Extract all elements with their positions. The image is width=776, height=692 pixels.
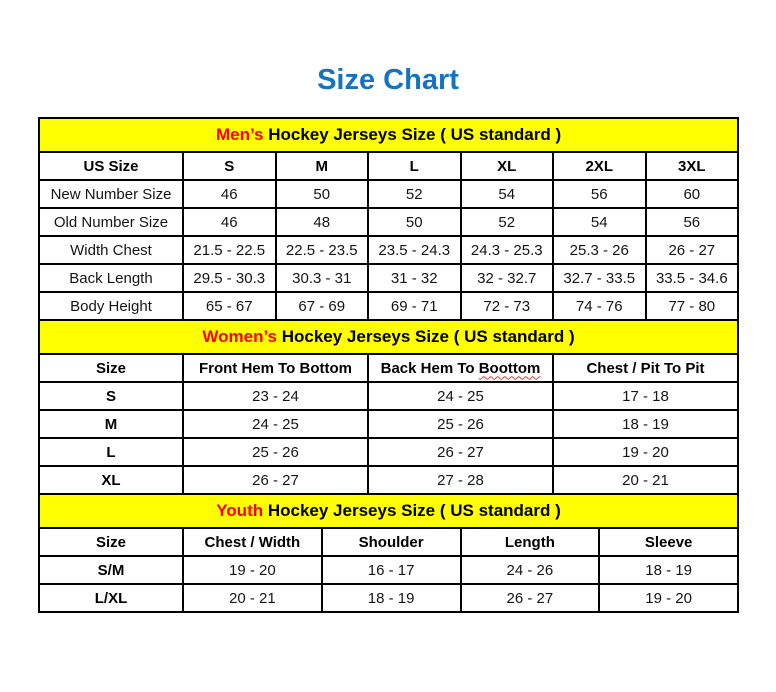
value-cell: 32 - 32.7	[461, 264, 554, 292]
value-cell: 25 - 26	[183, 438, 368, 466]
value-cell: 33.5 - 34.6	[646, 264, 739, 292]
value-cell: 30.3 - 31	[276, 264, 369, 292]
value-cell: 56	[553, 180, 646, 208]
value-cell: 26 - 27	[368, 438, 553, 466]
youth-size-table	[38, 493, 739, 613]
table-row	[39, 264, 738, 292]
value-cell: 21.5 - 22.5	[183, 236, 276, 264]
row-label-cell: L	[39, 438, 183, 466]
mens-banner-highlight: Men’s	[215, 125, 264, 144]
row-label-cell: Old Number Size	[39, 208, 183, 236]
womens-banner-row	[39, 320, 738, 354]
table-row	[39, 382, 738, 410]
table-row	[39, 208, 738, 236]
womens-header-row	[39, 354, 738, 382]
table-row	[39, 438, 738, 466]
row-label-cell: M	[39, 410, 183, 438]
mens-header-s: S	[183, 152, 276, 180]
value-cell: 50	[368, 208, 461, 236]
youth-header-length: Length	[461, 528, 600, 556]
womens-banner-rest: Hockey Jerseys Size ( US standard )	[277, 327, 575, 346]
value-cell: 32.7 - 33.5	[553, 264, 646, 292]
mens-size-table	[38, 117, 739, 321]
value-cell: 29.5 - 30.3	[183, 264, 276, 292]
row-label-cell: Body Height	[39, 292, 183, 320]
womens-banner	[39, 320, 738, 354]
value-cell: 25.3 - 26	[553, 236, 646, 264]
value-cell: 19 - 20	[599, 584, 738, 612]
value-cell: 31 - 32	[368, 264, 461, 292]
mens-header-l: L	[368, 152, 461, 180]
mens-banner	[39, 118, 738, 152]
back-hem-label-prefix: Back Hem To	[380, 359, 479, 377]
value-cell: 16 - 17	[322, 556, 461, 584]
table-row	[39, 556, 738, 584]
table-row	[39, 466, 738, 494]
mens-header-2xl: 2XL	[553, 152, 646, 180]
womens-header-front-hem: Front Hem To Bottom	[183, 354, 368, 382]
value-cell: 26 - 27	[646, 236, 739, 264]
youth-header-size: Size	[39, 528, 183, 556]
table-row	[39, 410, 738, 438]
value-cell: 25 - 26	[368, 410, 553, 438]
womens-size-table	[38, 319, 739, 495]
value-cell: 54	[553, 208, 646, 236]
value-cell: 60	[646, 180, 739, 208]
value-cell: 74 - 76	[553, 292, 646, 320]
value-cell: 52	[461, 208, 554, 236]
value-cell: 17 - 18	[553, 382, 738, 410]
table-row	[39, 584, 738, 612]
youth-banner-row	[39, 494, 738, 528]
mens-banner-row	[39, 118, 738, 152]
back-hem-typo-spellcheck: Boottom	[478, 359, 541, 377]
value-cell: 52	[368, 180, 461, 208]
mens-header-m: M	[276, 152, 369, 180]
value-cell: 26 - 27	[461, 584, 600, 612]
value-cell: 50	[276, 180, 369, 208]
womens-header-chest: Chest / Pit To Pit	[553, 354, 738, 382]
value-cell: 24 - 26	[461, 556, 600, 584]
mens-header-3xl: 3XL	[646, 152, 739, 180]
value-cell: 26 - 27	[183, 466, 368, 494]
value-cell: 24.3 - 25.3	[461, 236, 554, 264]
womens-header-size: Size	[39, 354, 183, 382]
row-label-cell: Back Length	[39, 264, 183, 292]
value-cell: 23.5 - 24.3	[368, 236, 461, 264]
row-label-cell: Width Chest	[39, 236, 183, 264]
value-cell: 56	[646, 208, 739, 236]
value-cell: 19 - 20	[553, 438, 738, 466]
value-cell: 18 - 19	[599, 556, 738, 584]
row-label-cell: XL	[39, 466, 183, 494]
value-cell: 24 - 25	[368, 382, 553, 410]
womens-banner-highlight: Women’s	[202, 327, 277, 346]
row-label-cell: S/M	[39, 556, 183, 584]
table-row	[39, 180, 738, 208]
row-label-cell: L/XL	[39, 584, 183, 612]
value-cell: 46	[183, 180, 276, 208]
value-cell: 22.5 - 23.5	[276, 236, 369, 264]
value-cell: 69 - 71	[368, 292, 461, 320]
value-cell: 18 - 19	[322, 584, 461, 612]
row-label-cell: New Number Size	[39, 180, 183, 208]
youth-banner	[39, 494, 738, 528]
page-title: Size Chart	[317, 64, 459, 96]
youth-header-chest-width: Chest / Width	[183, 528, 322, 556]
value-cell: 20 - 21	[183, 584, 322, 612]
mens-header-row	[39, 152, 738, 180]
value-cell: 27 - 28	[368, 466, 553, 494]
table-row	[39, 236, 738, 264]
youth-header-shoulder: Shoulder	[322, 528, 461, 556]
mens-header-us-size: US Size	[39, 152, 183, 180]
value-cell: 72 - 73	[461, 292, 554, 320]
value-cell: 67 - 69	[276, 292, 369, 320]
value-cell: 46	[183, 208, 276, 236]
value-cell: 20 - 21	[553, 466, 738, 494]
youth-header-sleeve: Sleeve	[599, 528, 738, 556]
youth-banner-highlight: Youth	[216, 501, 264, 520]
value-cell: 65 - 67	[183, 292, 276, 320]
womens-header-back-hem	[368, 354, 553, 382]
youth-header-row	[39, 528, 738, 556]
value-cell: 48	[276, 208, 369, 236]
youth-banner-rest: Hockey Jerseys Size ( US standard )	[263, 501, 561, 520]
value-cell: 24 - 25	[183, 410, 368, 438]
value-cell: 77 - 80	[646, 292, 739, 320]
value-cell: 54	[461, 180, 554, 208]
table-row	[39, 292, 738, 320]
value-cell: 19 - 20	[183, 556, 322, 584]
row-label-cell: S	[39, 382, 183, 410]
mens-banner-rest: Hockey Jerseys Size ( US standard )	[263, 125, 562, 144]
mens-header-xl: XL	[461, 152, 554, 180]
tables-wrap	[38, 117, 737, 613]
value-cell: 18 - 19	[553, 410, 738, 438]
value-cell: 23 - 24	[183, 382, 368, 410]
